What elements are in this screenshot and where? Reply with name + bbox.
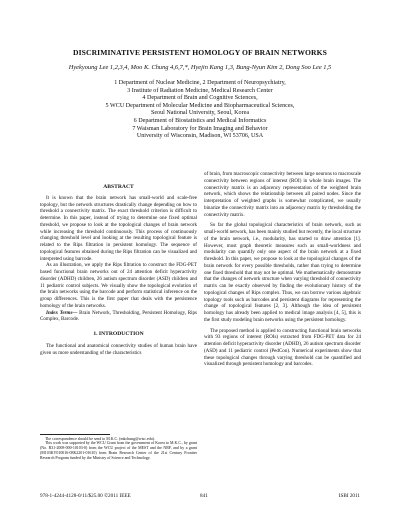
footnote-funding: This work was supported by the WCU Grant from the government of Korea to M.K.C., by grant (No. R31-2008-000-10103-0) from the WCU project of the MEST and the NRF, and by a grant (M103KV010016-08K2201-01610) from Brain Research Center of the 21st Century Frontier Research Program funded by the Ministry of Science and Technology. <box>40 440 197 460</box>
affiliations <box>0 80 400 141</box>
index-terms <box>40 310 197 324</box>
abstract-heading: ABSTRACT <box>103 184 134 190</box>
body-paragraph: So far the global topological characteristics of brain network, such as small-world network, has been mainly studied but recently, the local structure of the brain network, i.e., modularity, has started to draw attention [1]. However, most graph theoretic measures such as small-worldness and modularity can quantify only one aspect of the brain network at a fixed threshold. In this paper, we propose to look at the topological changes of the brain network for every possible thresholds, rather than trying to determine one fixed threshold that may not be optimal. We mathematically demonstrate that the changes of network structure when varying threshold of connectivity matrix can be exactly observed by finding the evolutionary history of the topological changes of Rips complex. Thus, we can borrow various algebraic topology tools such as barcodes and persistent diagrams for representing the change of topological features [2, 3]. Although the idea of persistent homology has already been applied to medical image analysis [4, 5], this is the first study modeling brain networks using the persistent homology. <box>204 222 361 323</box>
affiliation-line: 1 Department of Nuclear Medicine, 2 Department of Neuropsychiatry, <box>114 80 286 86</box>
index-terms-label: Index Terms— <box>46 309 78 316</box>
abstract-paragraph: It is known that the brain network has small-world and scale-free topology, but the network structures drastically change depending on how to threshold a connectivity matrix. The exact threshold criterion is difficult to determine. In this paper, instead of trying to determine one fixed optimal threshold, we propose to look at the topological changes of brain network while increasing the threshold continuously. This process of continuously changing threshold level and looking at the resulting topological feature is related to the Rips filtration in persistent homology. The sequence of topological features obtained during the Rips filtration can be visualized and interpreted using barcode. <box>40 194 197 262</box>
introduction-heading: 1. INTRODUCTION <box>93 331 144 337</box>
footnotes <box>40 434 197 461</box>
author-list: Hyekyoung Lee 1,2,3,4, Moo K. Chung 4,6,7,*, Hyejin Kang 1,3, Bung-Nyun Kim 2, Dong Soo Lee 1,5 <box>68 64 332 71</box>
body-paragraph: The proposed method is applied to constructing functional brain networks with 93 regions of interest (ROIs) extracted from FDG-PET data for 24 attention deficit hyperactivity disorder (ADHD), 26 autism spectrum disorder (ASD) and 11 pediatric control (PedCon). Numerical experiments show that these topological changes through varying threshold can be quantified and visualized through persistent homology and barcodes. <box>204 327 361 368</box>
affiliation-line: 7 Waisman Laboratory for Brain Imaging and Behavior <box>132 125 268 132</box>
index-terms-text: Brain Network, Thresholding, Persistent Homology, Rips Complex, Barcode. <box>40 309 197 323</box>
introduction-paragraph: The functional and anatomical connectivity studies of human brain have given us more understanding of the characteristics <box>40 342 197 356</box>
affiliation-line: 4 Department of Brain and Cognitive Sciences, <box>142 95 258 102</box>
affiliation-line: University of Wisconsin, Madison, WI 53706, USA <box>136 133 264 140</box>
right-column <box>204 171 361 368</box>
affiliation-line: Seoul National University, Seoul, Korea <box>150 110 250 117</box>
left-column <box>40 184 197 356</box>
footer-conference: ISBI 2011 <box>338 493 360 499</box>
body-paragraph: of brain, from macroscopic connectivity between large neurons to macroscale connectivity between regions of interest (ROI) in whole brain images. The connectivity matrix is an adjacency representation of the weighted brain network, which shows the relationship between all paired nodes. Since the interpretation of weighted graphs is somewhat complicated, we usually binarize the connectivity matrix into an adjacency matrix by thresholding the connectivity matrix. <box>204 171 361 218</box>
affiliation-line: 5 WCU Department of Molecular Medicine and Biopharmaceutical Sciences, <box>105 102 295 109</box>
footer-isbn: 978-1-4244-4128-0/11/$25.00 ©2011 IEEE <box>40 493 131 499</box>
footnote-correspondence: The correspondence should be send to M.K.C. (mkchung@wisc.edu). <box>45 435 155 441</box>
affiliation-line: 6 Department of Biostatistics and Medical Informatics <box>133 117 267 124</box>
abstract-paragraph: As an illustration, we apply the Rips filtration to construct the FDG-PET based functional brain networks out of 24 attention deficit hyperactivity disorder (ADHD) children, 26 autism spectrum disorder (ASD) children and 11 pediatric control subjects. We visually show the topological evolution of the brain networks using the barcode and perform statistical inference on the group differences. This is the first paper that deals with the persistence homology of the brain networks. <box>40 262 197 309</box>
affiliation-line: 3 Institute of Radiation Medicine, Medical Research Center <box>127 87 273 94</box>
footnote-rule <box>40 434 110 435</box>
paper-title: DISCRIMINATIVE PERSISTENT HOMOLOGY OF BRAIN NETWORKS <box>73 48 327 57</box>
page-number: 841 <box>200 493 208 499</box>
